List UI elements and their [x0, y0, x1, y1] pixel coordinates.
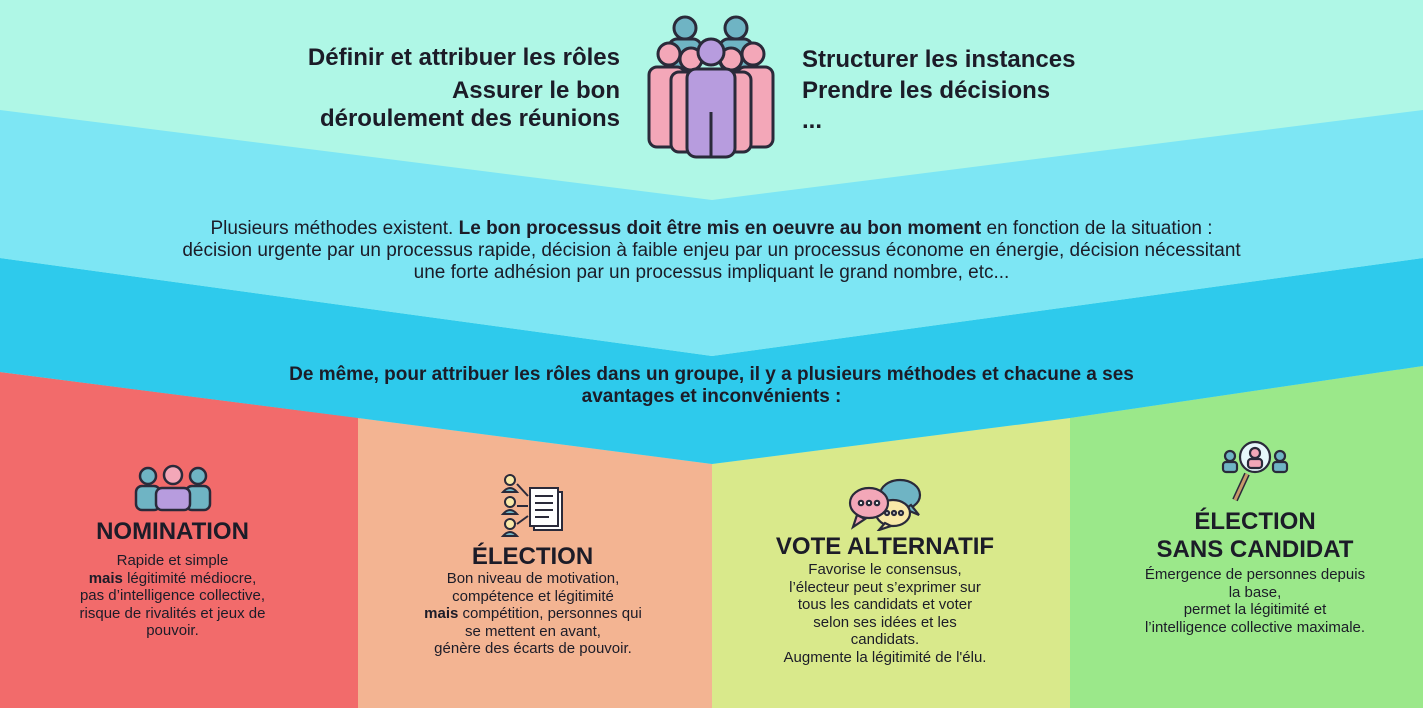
election-title: ÉLECTION — [471, 543, 594, 570]
nomination-description — [30, 552, 315, 640]
election-line3 — [383, 605, 683, 623]
header-left-line2: Assurer le bon — [451, 77, 620, 104]
methods-paragraph-line1 — [60, 218, 1363, 240]
magnifier-people-icon — [1221, 440, 1289, 504]
methods-paragraph-line2: décision urgente par un processus rapide, décision à faible enjeu par un processus économe en énergie, décision nécessitant — [182, 240, 1241, 261]
nomination-line1: Rapide et simple — [116, 552, 229, 569]
speech-bubbles-icon — [847, 475, 923, 531]
vote-alternatif-line1: Favorise le consensus, — [808, 561, 962, 578]
election-line2: compétence et légitimité — [452, 587, 614, 605]
methods-paragraph — [60, 218, 1363, 284]
header-left-line3: déroulement des réunions — [319, 105, 620, 132]
election-description — [383, 570, 683, 658]
election-line4: se mettent en avant, — [465, 622, 601, 640]
methods-text-part1: Plusieurs méthodes existent. — [210, 218, 459, 239]
team-leader-icon — [134, 464, 212, 512]
header-left-line1: Définir et attribuer les rôles — [307, 44, 620, 71]
header-right-line1: Structurer les instances — [802, 46, 1076, 73]
election-sans-candidat-line1: Émergence de personnes depuis — [1144, 566, 1366, 583]
vote-alternatif-line6: Augmente la légitimité de l'élu. — [783, 648, 987, 666]
methods-paragraph-line3: une forte adhésion par un processus impliquant le grand nombre, etc... — [413, 262, 1010, 283]
nomination-line3: pas d’intelligence collective, — [79, 587, 266, 604]
vote-alternatif-line4: selon ses idées et les — [813, 613, 957, 631]
methods-text-bold: Le bon processus doit être mis en oeuvre au bon moment — [458, 218, 982, 239]
election-bold-mais: mais — [424, 605, 459, 622]
nomination-line2 — [30, 570, 315, 588]
election-sans-candidat-title-line1: ÉLECTION — [1194, 508, 1316, 535]
election-sans-candidat-description — [1105, 566, 1405, 636]
nomination-line2-rest: légitimité médiocre, — [122, 569, 257, 587]
nomination-bold-mais: mais — [88, 569, 123, 587]
nomination-title: NOMINATION — [96, 518, 249, 545]
ballot-document-icon — [500, 472, 566, 542]
vote-alternatif-description — [735, 561, 1035, 666]
vote-alternatif-title: VOTE ALTERNATIF — [775, 533, 995, 560]
vote-alternatif-line5: candidats. — [850, 631, 920, 648]
election-line5: génère des écarts de pouvoir. — [434, 640, 632, 657]
election-line1: Bon niveau de motivation, — [446, 570, 620, 587]
nomination-line4: risque de rivalités et jeux de — [79, 604, 266, 622]
group-people-icon — [643, 12, 781, 160]
methods-text-part2: en fonction de la situation : — [981, 218, 1213, 239]
vote-alternatif-line3: tous les candidats et voter — [797, 596, 973, 613]
roles-intro — [180, 364, 1243, 408]
nomination-line5: pouvoir. — [146, 622, 199, 639]
vote-alternatif-line2: l’électeur peut s’exprimer sur — [789, 578, 981, 596]
election-line3-rest: compétition, personnes qui — [458, 605, 642, 622]
election-sans-candidat-title-line2: SANS CANDIDAT — [1156, 536, 1354, 563]
header-right-line3: ... — [802, 107, 823, 134]
roles-intro-line2: avantages et inconvénients : — [581, 386, 842, 407]
election-sans-candidat-line4: l’intelligence collective maximale. — [1144, 618, 1366, 636]
header-right-line2: Prendre les décisions — [802, 77, 1051, 104]
election-sans-candidat-line2: la base, — [1228, 583, 1282, 601]
election-sans-candidat-title — [1110, 508, 1400, 564]
roles-intro-line1: De même, pour attribuer les rôles dans un groupe, il y a plusieurs méthodes et chacune a ses — [289, 364, 1134, 385]
election-sans-candidat-line3: permet la légitimité et — [1183, 601, 1327, 618]
